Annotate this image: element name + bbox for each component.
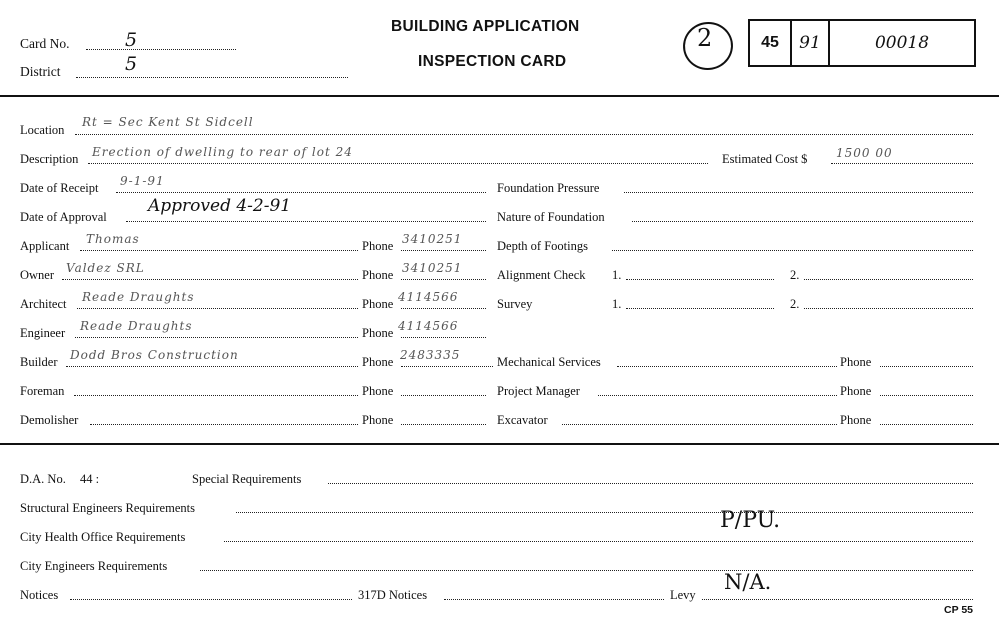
estimated-cost-value: 1500 00 [836, 146, 893, 160]
applicant-value: Thomas [86, 232, 140, 246]
depth-of-footings-label: Depth of Footings [497, 239, 588, 253]
owner-phone-value: 3410251 [402, 261, 463, 275]
reference-box-value: 91 [799, 33, 821, 53]
header-rule [0, 95, 999, 97]
mechanical-services-line [617, 366, 837, 367]
district-label: District [20, 64, 61, 79]
section-rule [0, 443, 999, 445]
demolisher-phone-label: Phone [362, 413, 394, 427]
location-value: Rt = Sec Kent St Sidcell [82, 115, 254, 129]
city-engineers-line [200, 570, 973, 571]
owner-label: Owner [20, 268, 55, 282]
applicant-line [80, 250, 358, 251]
project-manager-label: Project Manager [497, 384, 580, 398]
builder-line [66, 366, 358, 367]
owner-phone-line [401, 279, 486, 280]
foreman-phone-label: Phone [362, 384, 394, 398]
alignment-check-label: Alignment Check [497, 268, 586, 282]
applicant-phone-line [401, 250, 486, 251]
demolisher-label: Demolisher [20, 413, 79, 427]
date-of-receipt-label: Date of Receipt [20, 181, 99, 195]
city-health-label: City Health Office Requirements [20, 530, 186, 544]
engineer-phone-line [401, 337, 486, 338]
notices-line [70, 599, 352, 600]
circled-number-value: 2 [697, 24, 713, 52]
reference-box-cell [790, 21, 828, 65]
date-of-approval-line [126, 221, 486, 222]
alignment-check-2-line [804, 279, 973, 280]
architect-phone-line [401, 308, 486, 309]
depth-of-footings-line [612, 250, 973, 251]
survey-1: 1. [612, 297, 622, 311]
date-of-receipt-line [116, 192, 486, 193]
excavator-line [562, 424, 837, 425]
city-engineers-label: City Engineers Requirements [20, 559, 168, 573]
architect-phone-value: 4114566 [398, 290, 459, 304]
owner-value: Valdez SRL [66, 261, 145, 275]
date-of-approval-value: Approved 4-2-91 [148, 196, 292, 216]
estimated-cost-line [831, 163, 973, 164]
nature-of-foundation-line [632, 221, 973, 222]
owner-line [62, 279, 358, 280]
alignment-check-1: 1. [612, 268, 622, 282]
structural-engineers-label: Structural Engineers Requirements [20, 501, 195, 515]
description-label: Description [20, 152, 79, 166]
engineer-label: Engineer [20, 326, 66, 340]
form-code: CP 55 [944, 604, 973, 616]
reference-box-value: 00018 [874, 33, 930, 53]
description-value: Erection of dwelling to rear of lot 24 [92, 145, 353, 159]
mechanical-services-label: Mechanical Services [497, 355, 601, 369]
survey-2-line [804, 308, 973, 309]
demolisher-phone-line [401, 424, 486, 425]
district-line [76, 77, 348, 78]
district-value: 5 [125, 53, 138, 75]
builder-phone-line [401, 366, 493, 367]
reference-box-cell [828, 21, 974, 65]
estimated-cost-label: Estimated Cost $ [722, 152, 808, 166]
survey-2: 2. [790, 297, 800, 311]
foreman-phone-line [401, 395, 486, 396]
demolisher-line [90, 424, 358, 425]
notices-317d-label: 317D Notices [358, 588, 428, 602]
nature-of-foundation-label: Nature of Foundation [497, 210, 605, 224]
levy-line [702, 599, 973, 600]
architect-label: Architect [20, 297, 67, 311]
card-no-label: Card No. [20, 36, 70, 51]
survey-1-line [626, 308, 774, 309]
excavator-phone-line [880, 424, 973, 425]
reference-box-value: 45 [761, 34, 779, 51]
survey-label: Survey [497, 297, 533, 311]
da-no-label: D.A. No. [20, 472, 66, 486]
applicant-label: Applicant [20, 239, 70, 253]
foundation-pressure-line [624, 192, 973, 193]
owner-phone-label: Phone [362, 268, 394, 282]
architect-value: Reade Draughts [82, 290, 195, 304]
alignment-check-1-line [626, 279, 774, 280]
date-of-receipt-value: 9-1-91 [120, 174, 165, 188]
city-health-value: P/PU. [720, 508, 781, 533]
applicant-phone-value: 3410251 [402, 232, 463, 246]
date-of-approval-label: Date of Approval [20, 210, 107, 224]
excavator-phone-label: Phone [840, 413, 872, 427]
builder-phone-value: 2483335 [400, 348, 461, 362]
notices-317d-line [444, 599, 664, 600]
project-manager-line [598, 395, 837, 396]
notices-label: Notices [20, 588, 59, 602]
form-title-line1: BUILDING APPLICATION [391, 18, 580, 35]
card-no-value: 5 [125, 29, 138, 51]
city-health-line [224, 541, 973, 542]
engineer-value: Reade Draughts [80, 319, 193, 333]
special-requirements-label: Special Requirements [192, 472, 302, 486]
description-line [88, 163, 708, 164]
reference-number-box [748, 19, 976, 67]
mechanical-phone-label: Phone [840, 355, 872, 369]
reference-box-cell [750, 21, 790, 65]
foreman-label: Foreman [20, 384, 65, 398]
form-title-line2: INSPECTION CARD [418, 53, 567, 70]
structural-engineers-line [236, 512, 973, 513]
project-manager-phone-label: Phone [840, 384, 872, 398]
location-line [75, 134, 973, 135]
da-no-value: 44 : [80, 472, 100, 486]
foundation-pressure-label: Foundation Pressure [497, 181, 600, 195]
engineer-line [75, 337, 358, 338]
alignment-check-2: 2. [790, 268, 800, 282]
project-manager-phone-line [880, 395, 973, 396]
architect-phone-label: Phone [362, 297, 394, 311]
engineer-phone-value: 4114566 [398, 319, 459, 333]
builder-label: Builder [20, 355, 58, 369]
builder-value: Dodd Bros Construction [70, 348, 239, 362]
excavator-label: Excavator [497, 413, 548, 427]
applicant-phone-label: Phone [362, 239, 394, 253]
engineer-phone-label: Phone [362, 326, 394, 340]
architect-line [77, 308, 358, 309]
levy-label: Levy [670, 588, 696, 602]
card-no-line [86, 49, 236, 50]
location-label: Location [20, 123, 65, 137]
foreman-line [74, 395, 358, 396]
special-requirements-line [328, 483, 973, 484]
mechanical-phone-line [880, 366, 973, 367]
levy-value: N/A. [724, 570, 772, 594]
builder-phone-label: Phone [362, 355, 394, 369]
